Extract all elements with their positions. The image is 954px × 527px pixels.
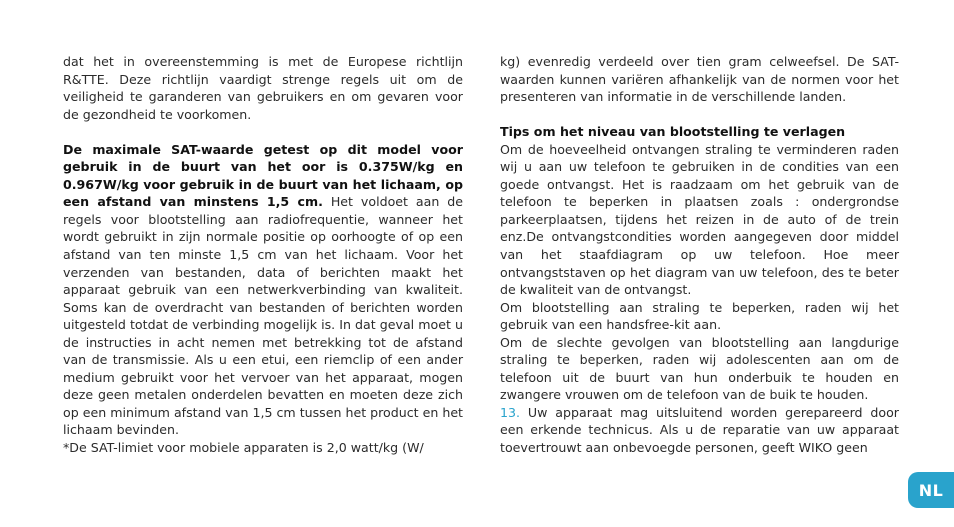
paragraph-gap [63,123,463,141]
paragraph-sar-values [63,141,463,439]
right-column [500,53,899,457]
sar-values-text: Het voldoet aan de regels voor blootstelling aan radiofrequentie, wanneer het wordt gebruikt in zijn normale positie op oorhoogte of op een afstand van ten minste 1,5 cm van het lichaam. Voor het verzenden van bestanden, data of berichten maakt het apparaat gebruik van een netwerkverbinding van kwaliteit. Soms kan de overdracht van bestanden of berichten worden uitgesteld totdat de verbinding mogelijk is. In dat geval moet u de instructies in acht nemen met betrekking tot de afstand van de transmissie. Als u een etui, een riemclip of een ander medium gebruikt voor het vervoer van het apparaat, mogen deze geen metalen onderdelen bevatten en moeten deze zich op een minimum afstand van 1,5 cm tussen het product en het lichaam bevinden. [63,194,463,438]
paragraph-reception: Om de hoeveelheid ontvangen straling te verminderen raden wij u aan uw telefoon te gebruiken in de condities van een goede ontvangst. Het is raadzaam om het gebruik van de telefoon te beperken in plaatsen zoals : ondergrondse parkeerplaatsen, tijdens het reizen in de auto of de trein enz.De ontvangstcondities worden aangegeven door middel van het staafdiagram op uw telefoon. Hoe meer ontvangststaven op het diagram van uw telefoon, des te beter de kwaliteit van de ontvangst. [500,141,899,298]
paragraph-long-exposure: Om de slechte gevolgen van blootstelling aan langdurige straling te beperken, raden wij adolescenten aan om de telefoon uit de buurt van hun onderbuik te houden en zwangere vrouwen om de telefoon van de buik te houden. [500,334,899,403]
paragraph-gap [500,106,899,124]
left-column [63,53,463,457]
paragraph-r-tte: dat het in overeenstemming is met de Europese richtlijn R&TTE. Deze richtlijn vaardigt strenge regels uit om de veiligheid te garanderen van gebruikers en om gevaren voor de gezondheid te voorkomen. [63,54,463,122]
paragraph-sar-continued: kg) evenredig verdeeld over tien gram celweefsel. De SAT-waarden kunnen variëren afhankelijk van de normen voor het presenteren van informatie in de verschillende landen. [500,54,899,105]
section-heading-tips: Tips om het niveau van blootstelling te verlagen [500,124,846,140]
paragraph-repair [500,404,899,457]
paragraph-handsfree: Om blootstelling aan straling te beperken, raden wij het gebruik van een handsfree-kit aan. [500,299,899,333]
paragraph-sar-limit: *De SAT-limiet voor mobiele apparaten is 2,0 watt/kg (W/ [63,440,424,456]
repair-text: Uw apparaat mag uitsluitend worden gerepareerd door een erkende technicus. Als u de reparatie van uw apparaat toevertrouwt aan onbevoegde personen, geeft WIKO geen [500,404,899,456]
item-number: 13. [500,404,521,420]
language-badge: NL [908,472,954,508]
sar-values-bold: De maximale SAT-waarde getest op dit model voor gebruik in de buurt van het oor is 0.375W/kg en 0.967W/kg voor gebruik in de buurt van het lichaam, op een afstand van minstens 1,5 cm. [63,141,463,210]
